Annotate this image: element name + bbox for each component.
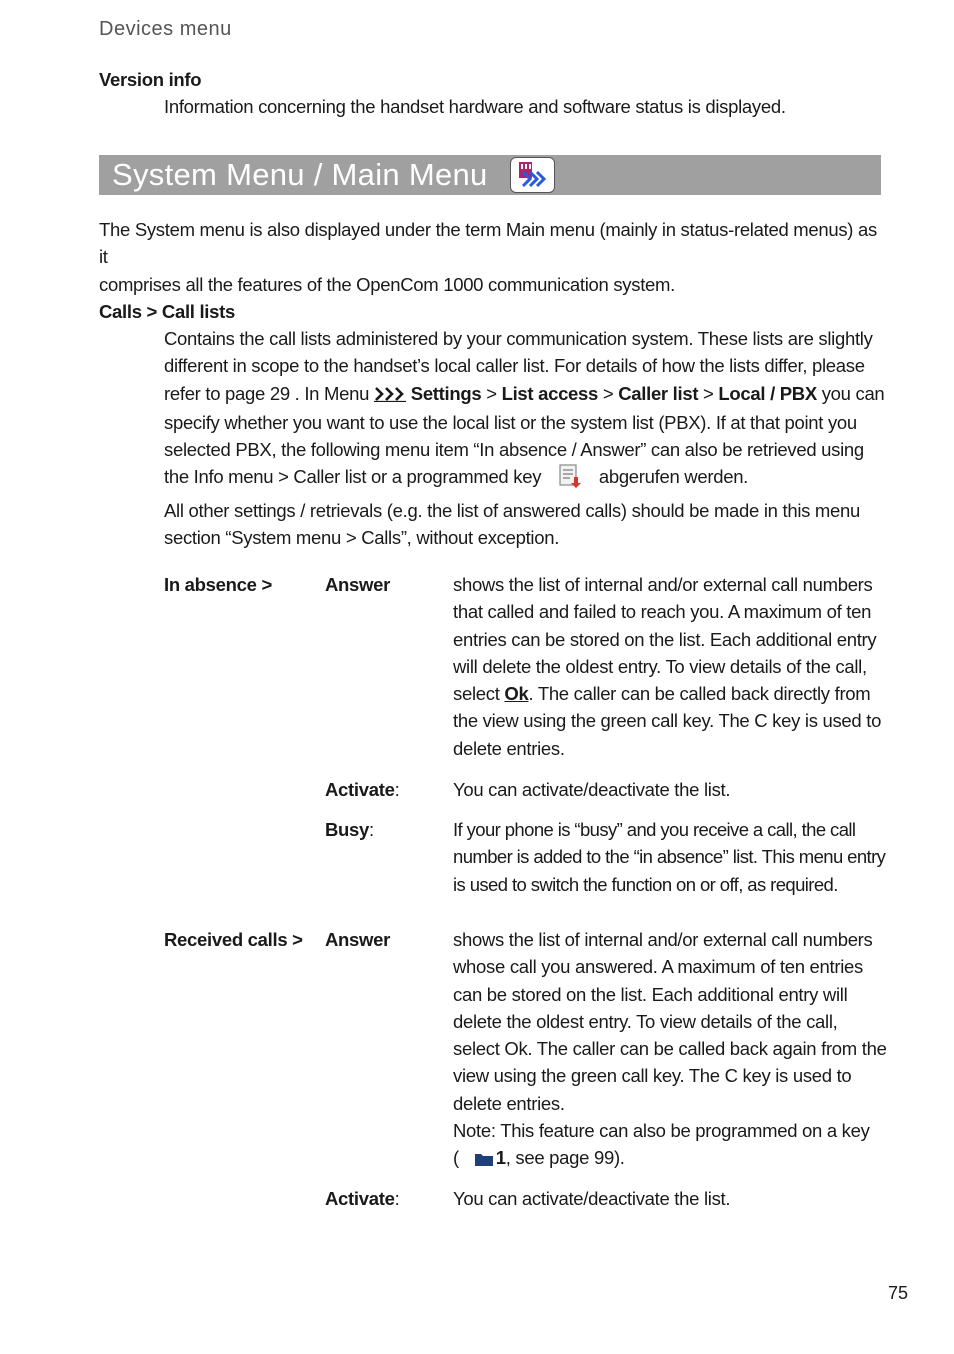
desc-line: number is added to the “in absence” list. This menu entry (453, 846, 886, 868)
desc-line: is used to switch the function on or off, as required. (453, 873, 838, 895)
colon: : (394, 779, 400, 800)
desc-text: select (453, 683, 505, 705)
desc-line: Note: This feature can also be programmed on a key (453, 1120, 870, 1142)
received-activate-label (325, 1185, 399, 1212)
menu-chevrons-icon (374, 382, 406, 409)
desc-line: If your phone is “busy” and you receive a call, the call (453, 819, 856, 840)
menu-list-access: List access (501, 382, 599, 404)
desc-line: can be stored on the list. Each additional entry will (453, 983, 848, 1005)
colon: : (369, 819, 374, 840)
calls-title: Calls > Call lists (99, 301, 235, 322)
received-activate-text: You can activate/deactivate the list. (453, 1188, 731, 1209)
received-answer-label: Answer (325, 929, 391, 950)
desc-line: delete the oldest entry. To view details of the call, (453, 1010, 838, 1032)
desc-line: shows the list of internal and/or external call numbers (453, 929, 873, 950)
desc-line: view using the green call key. The C key is used to (453, 1065, 852, 1087)
in-absence-busy-label (325, 816, 374, 843)
desc-line: shows the list of internal and/or external call numbers (453, 574, 873, 595)
calls-text: abgerufen werden. (598, 466, 749, 488)
received-answer-text (453, 926, 893, 1175)
menu-local-pbx: Local / PBX (718, 382, 817, 404)
section-banner (99, 155, 881, 195)
busy-label: Busy (325, 819, 370, 840)
in-absence-busy-text (453, 816, 893, 898)
calls-paragraph (164, 325, 894, 551)
page-number: 75 (888, 1283, 909, 1303)
menu-caller-list: Caller list (618, 382, 699, 404)
desc-line: whose call you answered. A maximum of ten entries (453, 956, 863, 978)
desc-line: select Ok. The caller can be called back again from the (453, 1038, 887, 1060)
menu-settings: Settings (410, 382, 482, 404)
banner-title: System Menu / Main Menu (112, 157, 488, 192)
desc-text: , see page 99). (505, 1147, 625, 1169)
intro-line: comprises all the features of the OpenCom 1000 communication system. (99, 273, 675, 295)
desc-line: that called and failed to reach you. A maximum of ten (453, 601, 872, 623)
calls-text: refer to page 29 . In Menu (164, 382, 374, 404)
calls-line (164, 463, 894, 496)
menu-separator: > (481, 382, 502, 404)
received-calls-label: Received calls > (164, 929, 303, 950)
folder-key-icon (474, 1147, 494, 1174)
desc-text: ( (453, 1147, 459, 1169)
calls-line: selected PBX, the following menu item “In absence / Answer” can also be retrieved using (164, 439, 864, 461)
version-info-text: Information concerning the handset hardware and software status is displayed. (164, 96, 786, 117)
in-absence-activate-text: You can activate/deactivate the list. (453, 779, 731, 800)
intro-paragraph (99, 216, 889, 298)
desc-line (453, 1144, 893, 1174)
desc-line: entries can be stored on the list. Each additional entry (453, 628, 877, 650)
desc-line: the view using the green call key. The C key is used to (453, 710, 882, 732)
desc-line (453, 680, 893, 707)
calls-line: different in scope to the handset’s local caller list. For details of how the lists differ, please (164, 355, 865, 377)
desc-line: delete entries. (453, 1092, 565, 1114)
menu-separator: > (698, 382, 719, 404)
in-absence-answer-label: Answer (325, 574, 391, 595)
calls-line: Contains the call lists administered by your communication system. These lists are slightly (164, 328, 873, 349)
calls-line: All other settings / retrievals (e.g. the list of answered calls) should be made in this menu (164, 499, 861, 521)
in-absence-answer-text (453, 571, 893, 762)
menu-separator: > (598, 382, 619, 404)
in-absence-activate-label (325, 776, 399, 803)
section-header: Devices menu (99, 18, 232, 40)
in-absence-label: In absence > (164, 574, 272, 595)
system-menu-icon (510, 157, 555, 193)
activate-label: Activate (325, 779, 395, 800)
intro-line: The System menu is also displayed under the term Main menu (mainly in status-related menus) as it (99, 219, 877, 268)
ok-softkey: Ok (504, 683, 529, 705)
calls-line (164, 380, 894, 409)
version-info-title: Version info (99, 69, 202, 90)
calls-line: specify whether you want to use the local list or the system list (PBX). If at that point you (164, 411, 857, 433)
colon: : (394, 1188, 400, 1209)
activate-label: Activate (325, 1188, 395, 1209)
desc-text: . The caller can be called back directly from (528, 683, 871, 705)
desc-line: delete entries. (453, 737, 565, 759)
calls-line: section “System menu > Calls”, without exception. (164, 527, 560, 549)
caller-list-key-icon (558, 463, 584, 496)
key-number: 1 (495, 1147, 506, 1169)
calls-text: the Info menu > Caller list or a programmed key (164, 466, 542, 488)
desc-line: will delete the oldest entry. To view details of the call, (453, 655, 867, 677)
calls-text: you can (816, 382, 885, 404)
